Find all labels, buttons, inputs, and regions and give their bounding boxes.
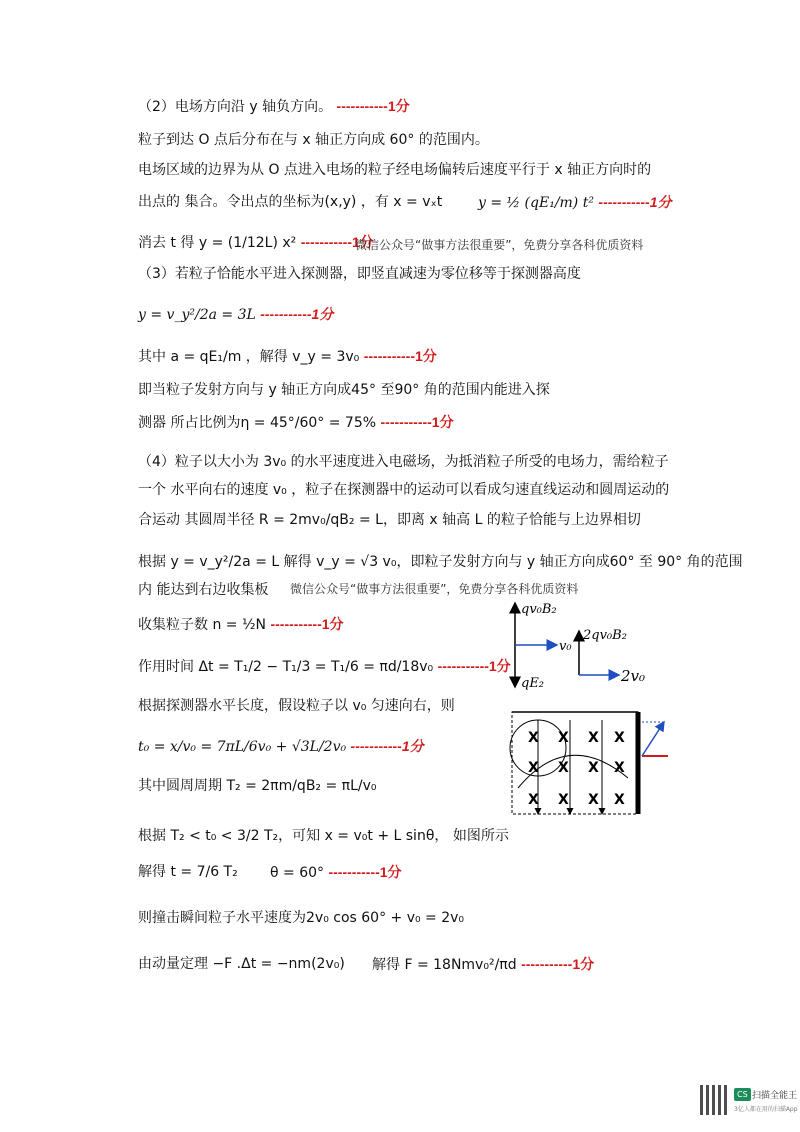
- text-line: 内 能达到右边收集板: [138, 582, 269, 598]
- text-line: 根据探测器水平长度，假设粒子以 v₀ 匀速向右，则: [138, 698, 455, 714]
- text-line: 则撞击瞬间粒子水平速度为2v₀ cos 60° + v₀ = 2v₀: [138, 910, 465, 926]
- score-mark: -----------1分: [598, 194, 672, 210]
- field-x: X: [614, 792, 625, 808]
- field-x: X: [588, 792, 599, 808]
- field-x: X: [588, 760, 599, 776]
- text-line: 即当粒子发射方向与 y 轴正方向成45° 至90° 角的范围内能进入探: [138, 382, 550, 398]
- formula-t: 解得 t = 7/6 T₂: [138, 864, 238, 880]
- label-velocity2: 2v₀: [621, 667, 646, 685]
- score-mark: -----------1分: [437, 658, 511, 674]
- field-x: X: [558, 730, 569, 746]
- score-mark: -----------1分: [300, 234, 374, 250]
- label-velocity: v₀: [559, 639, 572, 654]
- text-line: 出点的 集合。令出点的坐标为(x,y) ，有 x = vₓt: [138, 194, 443, 210]
- text-line: 电场区域的边界为从 O 点进入电场的粒子经电场偏转后速度平行于 x 轴正方向时的: [138, 162, 652, 178]
- text-line: 根据 y = v_y²/2a = L 解得 v_y = √3 v₀，即粒子发射方向与 y 轴正方向成60° 至 90° 角的范围: [138, 554, 743, 570]
- detector-diagram: [508, 708, 688, 818]
- formula-height: y = v_y²/2a = 3L -----------1分: [138, 306, 334, 323]
- formula-ratio: 测器 所占比例为η = 45°/60° = 75% -----------1分: [138, 414, 454, 431]
- formula-momentum: 由动量定理 −F .Δt = −nm(2v₀): [138, 956, 345, 972]
- text-line: 一个 水平向右的速度 v₀ ，粒子在探测器中的运动可以看成匀速直线运动和圆周运动的: [138, 482, 670, 498]
- formula-time: 作用时间 Δt = T₁/2 − T₁/3 = T₁/6 = πd/18v₀ -----------1分: [138, 658, 511, 675]
- field-x: X: [528, 760, 539, 776]
- formula-theta: θ = 60° -----------1分: [270, 864, 402, 881]
- formula-period: 其中圆周周期 T₂ = 2πm/qB₂ = πL/v₀: [138, 778, 377, 794]
- scanner-name: 扫描全能王: [752, 1091, 798, 1101]
- scanner-logo-icon: CS: [734, 1088, 751, 1101]
- field-x: X: [614, 730, 625, 746]
- score-mark: -----------1分: [380, 414, 454, 430]
- field-x: X: [558, 760, 569, 776]
- label-force-down: qE₂: [521, 676, 545, 691]
- watermark: 微信公众号“做事方法很重要”，免费分享各科优质资料: [355, 238, 644, 252]
- label-force-right: 2qv₀B₂: [583, 628, 627, 643]
- text-line: 根据 T₂ < t₀ < 3/2 T₂，可知 x = v₀t + L sinθ， 如图所示: [138, 828, 509, 844]
- impact-velocity-blue: [642, 722, 664, 756]
- score-mark: -----------1分: [328, 864, 402, 880]
- text-line: 合运动 其圆周半径 R = 2mv₀/qB₂ = L，即离 x 轴高 L 的粒子恰能与上边界相切: [138, 512, 641, 528]
- scanner-tagline: 3亿人都在用的扫描App: [734, 1106, 798, 1113]
- score-mark: -----------1分: [350, 738, 424, 754]
- field-marks: [528, 730, 625, 808]
- field-x: X: [558, 792, 569, 808]
- field-x: X: [528, 730, 539, 746]
- field-x: X: [588, 730, 599, 746]
- part4-heading: （4）粒子以大小为 3v₀ 的水平速度进入电磁场，为抵消粒子所受的电场力，需给粒子: [138, 454, 669, 470]
- score-mark: -----------1分: [336, 98, 410, 114]
- part3-heading: （3）若粒子恰能水平进入探测器，即竖直减速为零位移等于探测器高度: [138, 266, 581, 282]
- text-line: 粒子到达 O 点后分布在与 x 轴正方向成 60° 的范围内。: [138, 132, 489, 148]
- watermark: 微信公众号“做事方法很重要”，免费分享各科优质资料: [290, 582, 579, 596]
- score-mark: -----------1分: [363, 348, 437, 364]
- force-diagram: [495, 595, 685, 695]
- score-mark: -----------1分: [270, 616, 344, 632]
- formula-force: 解得 F = 18Nmv₀²/πd -----------1分: [372, 956, 595, 973]
- field-x: X: [528, 792, 539, 808]
- label-force-up: qv₀B₂: [521, 602, 557, 617]
- qr-code-icon: [700, 1085, 730, 1115]
- formula-acceleration: 其中 a = qE₁/m ，解得 v_y = 3v₀ -----------1分: [138, 348, 437, 365]
- score-mark: -----------1分: [521, 956, 595, 972]
- score-mark: -----------1分: [260, 306, 334, 322]
- field-x: X: [614, 760, 625, 776]
- formula-t0: t₀ = x/v₀ = 7πL/6v₀ + √3L/2v₀ -----------1分: [138, 738, 424, 755]
- formula-eliminate-t: 消去 t 得 y = (1/12L) x² -----------1分: [138, 234, 374, 251]
- part2-direction: （2）电场方向沿 y 轴负方向。 -----------1分: [138, 98, 410, 115]
- formula-y: y = ½ (qE₁/m) t² -----------1分: [478, 194, 672, 211]
- formula-collect-count: 收集粒子数 n = ½N -----------1分: [138, 616, 344, 633]
